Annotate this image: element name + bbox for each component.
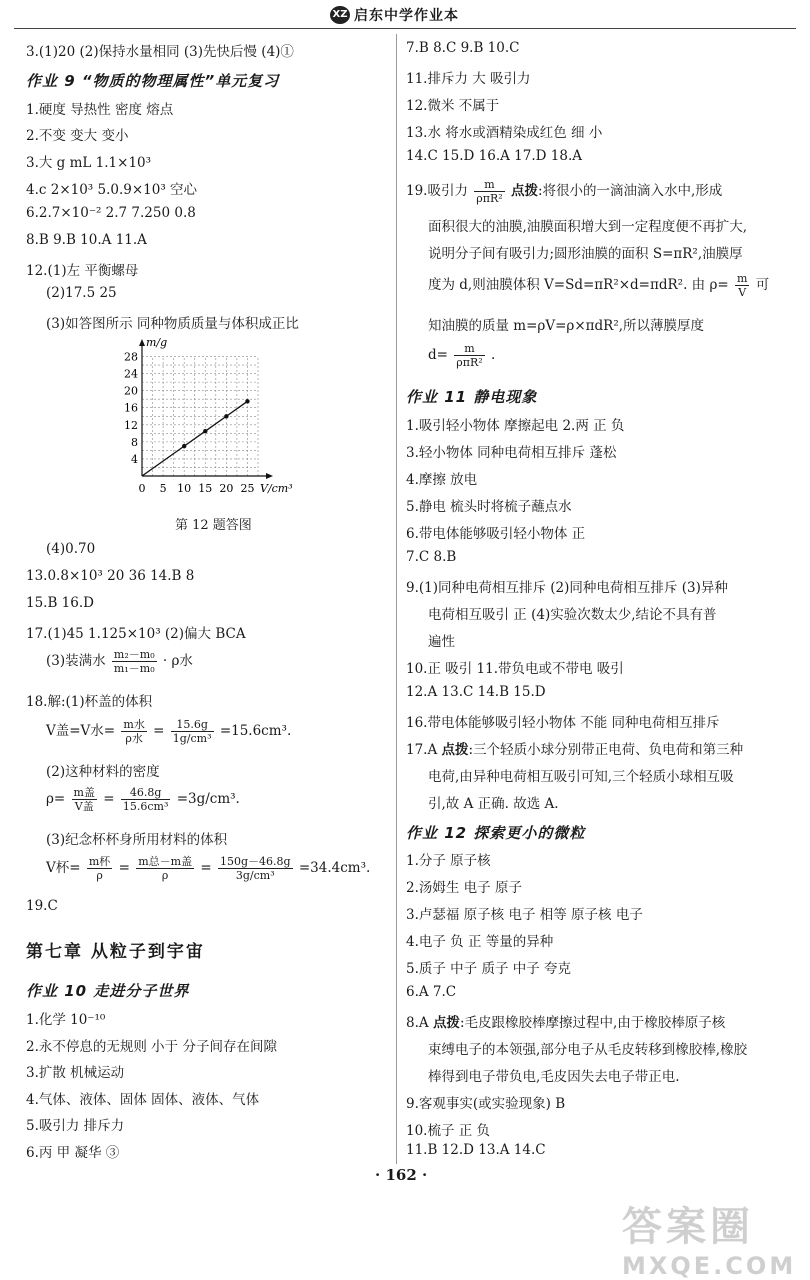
- answer-line: 12.(1)左 平衡螺母: [26, 263, 139, 279]
- answer-line: 2.汤姆生 电子 原子: [406, 880, 522, 896]
- denominator: 15.6cm³: [122, 800, 169, 813]
- answer-text: 8.A: [406, 1015, 429, 1031]
- answer-text: 17.A: [406, 742, 438, 758]
- denominator: ρπR²: [476, 192, 503, 205]
- denominator: 1g/cm³: [172, 732, 212, 745]
- data-point: [182, 444, 186, 448]
- y-tick-label: 28: [124, 350, 138, 364]
- x-tick-label: 20: [219, 482, 234, 495]
- fraction: [121, 786, 171, 813]
- formula-line: [428, 272, 769, 299]
- formula-text: V杯=: [46, 860, 81, 876]
- answer-line: (4)0.70: [46, 541, 96, 557]
- y-tick-label: 4: [131, 452, 138, 466]
- answer-line: (2)17.5 25: [46, 285, 117, 301]
- answer-text: 可: [755, 277, 770, 293]
- answer-line: 说明分子间有吸引力;圆形油膜的面积 S=πR²,油膜厚: [428, 246, 743, 262]
- mass-volume-chart: [110, 336, 310, 496]
- answer-line: 6.A 7.C: [406, 984, 457, 1000]
- answer-line: (3)纪念杯杯身所用材料的体积: [46, 832, 228, 848]
- numerator: m水: [123, 718, 145, 731]
- answer-line: 17.(1)45 1.125×10³ (2)偏大 BCA: [26, 626, 246, 642]
- page-header: [0, 0, 810, 34]
- y-axis-label: m/g: [146, 336, 168, 349]
- formula-line: [46, 648, 193, 675]
- section-heading-10: 作业 10 走进分子世界: [26, 982, 190, 1000]
- answer-line: (3)如答图所示 同种物质质量与体积成正比: [46, 316, 299, 332]
- answer-line: 8.B 9.B 10.A 11.A: [26, 232, 147, 248]
- answer-line: 11.B 12.D 13.A 14.C: [406, 1142, 546, 1158]
- answer-line: (2)这种材料的密度: [46, 764, 160, 780]
- answer-line: 9.客观事实(或实验现象) B: [406, 1096, 566, 1112]
- answer-line: 2.永不停息的无规则 小于 分子间存在间隙: [26, 1039, 277, 1055]
- publisher-logo: XZ: [330, 6, 350, 24]
- data-point: [245, 399, 249, 403]
- numerator: m: [474, 178, 504, 192]
- answer-line: 7.B 8.C 9.B 10.C: [406, 40, 520, 56]
- answer-line: 14.C 15.D 16.A 17.D 18.A: [406, 148, 582, 164]
- formula-line: [406, 178, 722, 205]
- section-heading-11: 作业 11 静电现象: [406, 388, 538, 406]
- answer-line: [406, 1011, 725, 1031]
- formula-text: =: [118, 860, 130, 876]
- x-tick-label: 10: [177, 482, 192, 495]
- numerator: 46.8g: [121, 786, 171, 800]
- answer-line: 15.B 16.D: [26, 595, 94, 611]
- answer-text: :毛皮跟橡胶棒摩擦过程中,由于橡胶棒原子核: [459, 1015, 726, 1031]
- answer-line: 3.卢瑟福 原子核 电子 相等 原子核 电子: [406, 907, 643, 923]
- hint-label: 点拨: [441, 742, 469, 758]
- denominator: ρ水: [125, 732, 143, 745]
- formula-text: (3)装满水: [46, 653, 106, 669]
- denominator: m₁－m₀: [113, 662, 155, 675]
- numerator: m: [454, 342, 484, 356]
- fraction: [87, 855, 112, 882]
- answer-line: 13.水 将水或酒精染成红色 细 小: [406, 125, 603, 141]
- x-tick-label: 5: [159, 482, 167, 495]
- answer-line: 5.静电 梳头时将梳子蘸点水: [406, 499, 572, 515]
- fraction: [474, 178, 504, 205]
- answer-line: 5.质子 中子 质子 中子 夸克: [406, 961, 572, 977]
- fraction: [112, 648, 157, 675]
- watermark-url: MXQE.COM: [622, 1252, 797, 1280]
- numerator: m杯: [88, 855, 111, 868]
- watermark: [622, 1195, 797, 1280]
- y-tick-label: 16: [124, 401, 138, 415]
- answer-line: 3.轻小物体 同种电荷相互排斥 蓬松: [406, 445, 617, 461]
- numerator: 15.6g: [171, 718, 214, 732]
- answer-line: 束缚电子的本领强,部分电子从毛皮转移到橡胶棒,橡胶: [428, 1042, 748, 1058]
- answer-line: 19.C: [26, 898, 58, 914]
- answer-line: 棒得到电子带负电,毛皮因失去电子带正电.: [428, 1069, 680, 1085]
- y-tick-label: 24: [124, 367, 138, 381]
- answer-line: 4.气体、液体、固体 固体、液体、气体: [26, 1092, 260, 1108]
- denominator: ρ: [161, 869, 169, 882]
- denominator: ρ: [96, 869, 103, 882]
- answer-line: 10.梳子 正 负: [406, 1123, 491, 1139]
- answer-line: 5.吸引力 排斥力: [26, 1118, 125, 1134]
- book-title: 启东中学作业本: [354, 8, 459, 24]
- answer-line: 引,故 A 正确. 故选 A.: [428, 796, 559, 812]
- hint-label: 点拨: [510, 183, 538, 199]
- x-tick-label: 25: [240, 482, 255, 495]
- answer-text: :三个轻质小球分别带正电荷、负电荷和第三种: [468, 742, 744, 758]
- answer-line: 面积很大的油膜,油膜面积增大到一定程度便不再扩大,: [428, 219, 748, 235]
- fraction: [121, 718, 146, 745]
- page-number: · 162 ·: [375, 1166, 428, 1184]
- numerator: m: [737, 272, 748, 285]
- fraction: [735, 272, 749, 299]
- answer-text: 19.吸引力: [406, 183, 468, 199]
- x-tick-label: 0: [138, 482, 146, 495]
- answer-line: 13.0.8×10³ 20 36 14.B 8: [26, 568, 195, 584]
- formula-text: ρ=: [46, 791, 66, 807]
- denominator: 3g/cm³: [235, 869, 275, 882]
- header-rule: [14, 28, 796, 29]
- denominator: ρπR²: [456, 356, 483, 369]
- answer-text: 度为 d,则油膜体积 V=Sd=πR²×d=πdR². 由 ρ=: [428, 277, 729, 293]
- column-divider: [396, 34, 397, 1164]
- answer-line: 4.摩擦 放电: [406, 472, 478, 488]
- formula-line: [428, 342, 495, 369]
- formula-text: =: [103, 791, 115, 807]
- answer-line: 3.大 g mL 1.1×10³: [26, 155, 152, 171]
- numerator: m总－m盖: [138, 855, 193, 868]
- x-axis-label: V/cm³: [260, 482, 293, 495]
- section-heading-9: 作业 9 “物质的物理属性”单元复习: [26, 72, 280, 90]
- answer-line: 12.A 13.C 14.B 15.D: [406, 684, 546, 700]
- fraction: [171, 718, 214, 745]
- answer-line: 12.微米 不属于: [406, 98, 500, 114]
- hint-label: 点拨: [432, 1015, 460, 1031]
- numerator: m盖: [73, 786, 95, 799]
- answer-line: 4.c 2×10³ 5.0.9×10³ 空心: [26, 182, 198, 198]
- formula-text: =: [200, 860, 212, 876]
- answer-text: .: [490, 347, 496, 363]
- denominator: V: [738, 286, 747, 299]
- answer-line: 1.吸引轻小物体 摩擦起电 2.两 正 负: [406, 418, 625, 434]
- numerator: m₂－m₀: [113, 648, 155, 661]
- formula-line: [46, 786, 240, 813]
- y-axis-arrow: [139, 339, 145, 346]
- answer-line: 知油膜的质量 m=ρV=ρ×πdR²,所以薄膜厚度: [428, 318, 705, 334]
- answer-line: 电荷相互吸引 正 (4)实验次数太少,结论不具有普: [428, 607, 717, 623]
- y-tick-label: 12: [124, 418, 138, 432]
- answer-line: [406, 738, 743, 758]
- fraction: [136, 855, 194, 882]
- answer-line: 遍性: [428, 634, 455, 650]
- formula-line: [46, 718, 291, 745]
- data-point: [224, 414, 228, 418]
- numerator: 150g－46.8g: [219, 855, 291, 868]
- answer-line: 1.分子 原子核: [406, 853, 491, 869]
- figure-caption: 第 12 题答图: [175, 518, 252, 533]
- answer-line: 10.正 吸引 11.带负电或不带电 吸引: [406, 661, 624, 677]
- formula-text: · ρ水: [162, 653, 193, 669]
- fraction: [454, 342, 484, 369]
- answer-line: [26, 690, 152, 710]
- formula-text: =34.4cm³.: [298, 860, 371, 876]
- fraction: [72, 786, 97, 813]
- answer-line: 3.扩散 机械运动: [26, 1065, 125, 1081]
- x-tick-label: 15: [198, 482, 213, 495]
- denominator: V盖: [74, 800, 94, 813]
- answer-line: 4.电子 负 正 等量的异种: [406, 934, 554, 950]
- section-heading-12: 作业 12 探索更小的微粒: [406, 824, 586, 842]
- watermark-logo-text: 答案圈: [622, 1204, 754, 1250]
- answer-line: 6.2.7×10⁻² 2.7 7.250 0.8: [26, 205, 196, 221]
- answer-line: 电荷,由异种电荷相互吸引可知,三个轻质小球相互吸: [428, 769, 734, 785]
- answer-text: :将很小的一滴油滴入水中,形成: [537, 183, 723, 199]
- formula-line: [46, 855, 370, 882]
- formula-text: =: [153, 723, 165, 739]
- answer-text: 18.解:(1)杯盖的体积: [26, 694, 153, 710]
- answer-text: d=: [428, 347, 448, 363]
- answer-line: 16.带电体能够吸引轻小物体 不能 同种电荷相互排斥: [406, 715, 720, 731]
- answer-line: 6.丙 甲 凝华 ③: [26, 1145, 120, 1161]
- answer-line: 9.(1)同种电荷相互排斥 (2)同种电荷相互排斥 (3)异种: [406, 580, 728, 596]
- chapter-heading: 第七章 从粒子到宇宙: [26, 942, 205, 962]
- formula-text: =15.6cm³.: [219, 723, 292, 739]
- y-tick-label: 8: [131, 435, 138, 449]
- answer-line: 1.硬度 导热性 密度 熔点: [26, 102, 174, 118]
- answer-line: 3.(1)20 (2)保持水量相同 (3)先快后慢 (4)①: [26, 44, 294, 60]
- series-line: [142, 401, 247, 476]
- answer-line: 1.化学 10⁻¹⁰: [26, 1012, 106, 1028]
- answer-line: 7.C 8.B: [406, 549, 457, 565]
- fraction: [218, 855, 293, 882]
- data-point: [203, 429, 207, 433]
- answer-line: 11.排斥力 大 吸引力: [406, 71, 531, 87]
- answer-line: 6.带电体能够吸引轻小物体 正: [406, 526, 586, 542]
- answer-line: 2.不变 变大 变小: [26, 128, 129, 144]
- y-tick-label: 20: [124, 384, 138, 398]
- x-axis-arrow: [266, 473, 273, 479]
- formula-text: =3g/cm³.: [176, 791, 240, 807]
- formula-text: V盖=V水=: [46, 723, 116, 739]
